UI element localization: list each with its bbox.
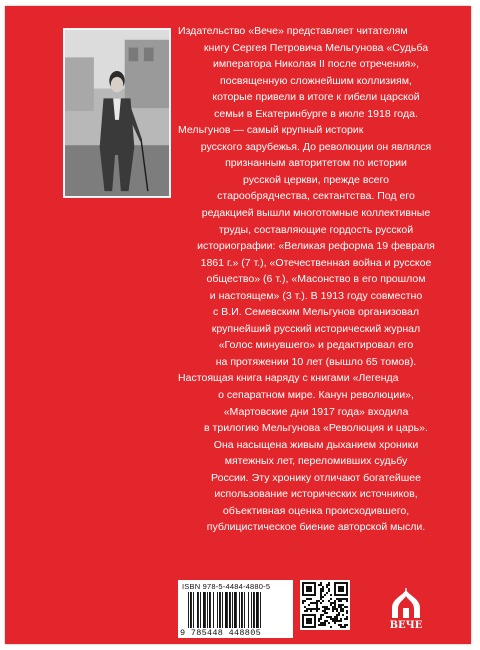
description-line: с В.И. Семевским Мельгунов организовал <box>212 306 420 319</box>
description-line: русского зарубежья. До революции он являлся <box>200 140 432 153</box>
author-portrait-photo <box>63 28 171 198</box>
description-line: признанным авторитетом по истории <box>225 157 407 170</box>
barcode-digits: 9 785448 448805 <box>180 628 262 638</box>
barcode-icon <box>188 592 288 628</box>
description-line: в трилогию Мельгунова «Революция и царь». <box>204 422 428 435</box>
description-line: книгу Сергея Петровича Мельгунова «Судьба <box>203 41 429 54</box>
description-line: труды, составляющие гордость русской <box>218 223 414 236</box>
description-line: старообрядчества, сектантства. Под его <box>217 190 415 203</box>
description-line: «Мартовские дни 1917 года» входила <box>223 405 409 418</box>
description-line: 1861 г.» (7 т.), «Отечественная война и русское <box>200 256 432 269</box>
description-line: использование исторических источников, <box>214 488 418 501</box>
description-line: Мельгунов — самый крупный историк <box>178 124 364 137</box>
description-line: мятежных лет, переломивших судьбу <box>224 455 408 468</box>
description-line: «Голос минувшего» и редактировал его <box>218 339 414 352</box>
isbn-number: ISBN 978-5-4484-4880-5 <box>182 582 271 591</box>
qr-code-icon <box>300 580 350 630</box>
publisher-logo-text: ВЕЧЕ <box>389 620 423 631</box>
qr-code-pattern <box>300 580 350 630</box>
description-line: общество» (6 т.), «Масонство в его прошлом <box>206 273 426 286</box>
description-line: императора Николая II после отречения», <box>212 58 419 71</box>
book-description <box>178 23 454 536</box>
portrait-image <box>65 30 169 196</box>
veche-publisher-logo <box>383 588 429 638</box>
description-line: и настоящем» (3 т.). В 1913 году совместно <box>209 289 423 302</box>
description-line: историографии: «Великая реформа 19 февраля <box>197 240 435 253</box>
description-line: редакцией вышли многотомные коллективные <box>201 207 431 220</box>
church-dome-icon <box>383 588 429 622</box>
isbn-barcode-block <box>178 580 293 638</box>
description-line: России. Эту хронику отличают богатейшее <box>211 471 421 484</box>
description-line: Издательство «Вече» представляет читателям <box>178 25 408 37</box>
description-line: семьи в Екатеринбурге в июле 1918 года. <box>214 107 418 120</box>
description-line: русской церкви, прежде всего <box>243 173 389 186</box>
description-line: о сепаратном мире. Канун революции», <box>218 389 414 402</box>
description-line: Она насыщена живым дыханием хроники <box>213 438 419 451</box>
description-line: крупнейший русский исторический журнал <box>211 322 421 335</box>
description-line: Настоящая книга наряду с книгами «Легенда <box>178 372 399 385</box>
description-line: объективная оценка происходившего, <box>222 504 410 517</box>
description-line: на протяжении 10 лет (вышло 65 томов). <box>215 355 417 368</box>
description-line: публицистическое биение авторской мысли. <box>206 521 426 534</box>
back-cover <box>5 6 471 644</box>
description-line: посвященную сложнейшим коллизиям, <box>220 74 412 87</box>
description-line: которые привели в итоге к гибели царской <box>212 91 420 104</box>
